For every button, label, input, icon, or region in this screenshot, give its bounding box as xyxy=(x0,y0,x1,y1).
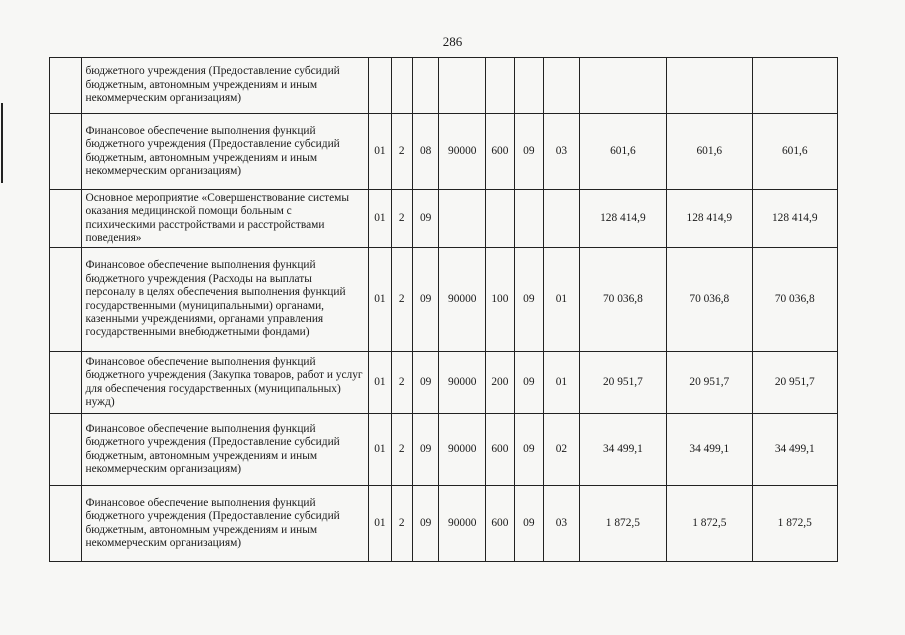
code-expense-type: 600 xyxy=(486,414,514,486)
amount-year-1: 70 036,8 xyxy=(579,248,666,352)
code-direction: 90000 xyxy=(439,352,486,414)
amount-year-3: 601,6 xyxy=(752,114,837,190)
amount-year-3: 20 951,7 xyxy=(752,352,837,414)
code-subsection xyxy=(544,58,580,114)
row-description: бюджетного учреждения (Предоставление субсидий бюджетным, автономным учреждениям и иным некоммерческим организациям) xyxy=(81,58,369,114)
table-row xyxy=(50,486,838,562)
code-expense-type: 200 xyxy=(486,352,514,414)
code-subsection: 03 xyxy=(544,114,580,190)
code-subprogram: 2 xyxy=(391,114,412,190)
amount-year-2: 70 036,8 xyxy=(667,248,752,352)
code-section: 09 xyxy=(514,414,543,486)
page-number: 286 xyxy=(442,34,463,49)
code-section: 09 xyxy=(514,248,543,352)
amount-year-3 xyxy=(752,58,837,114)
row-description: Основное мероприятие «Совершенствование системы оказания медицинской помощи больным с психическими расстройствами и расстройствами поведения» xyxy=(81,190,369,248)
table-row xyxy=(50,352,838,414)
amount-year-2: 601,6 xyxy=(667,114,752,190)
code-event: 09 xyxy=(412,414,438,486)
row-description: Финансовое обеспечение выполнения функций бюджетного учреждения (Закупка товаров, работ и услуг для обеспечения государственных (муниципальных) нужд) xyxy=(81,352,369,414)
code-event xyxy=(412,58,438,114)
amount-year-1: 20 951,7 xyxy=(579,352,666,414)
margin-mark xyxy=(1,103,3,183)
code-direction xyxy=(439,58,486,114)
code-subprogram: 2 xyxy=(391,486,412,562)
amount-year-3: 1 872,5 xyxy=(752,486,837,562)
row-blank-cell xyxy=(50,248,82,352)
code-event: 09 xyxy=(412,352,438,414)
code-program: 01 xyxy=(369,248,391,352)
code-event: 09 xyxy=(412,248,438,352)
code-subprogram xyxy=(391,58,412,114)
code-event: 08 xyxy=(412,114,438,190)
code-subprogram: 2 xyxy=(391,414,412,486)
amount-year-1: 34 499,1 xyxy=(579,414,666,486)
code-program: 01 xyxy=(369,352,391,414)
code-section xyxy=(514,190,543,248)
code-event: 09 xyxy=(412,486,438,562)
code-expense-type xyxy=(486,190,514,248)
row-description: Финансовое обеспечение выполнения функций бюджетного учреждения (Предоставление субсидий бюджетным, автономным учреждениям и иным некоммерческим организациям) xyxy=(81,486,369,562)
code-section: 09 xyxy=(514,486,543,562)
code-program: 01 xyxy=(369,486,391,562)
table-row xyxy=(50,248,838,352)
code-event: 09 xyxy=(412,190,438,248)
amount-year-2: 1 872,5 xyxy=(667,486,752,562)
budget-table xyxy=(49,57,838,562)
row-description: Финансовое обеспечение выполнения функций бюджетного учреждения (Предоставление субсидий бюджетным, автономным учреждениям и иным некоммерческим организациям) xyxy=(81,114,369,190)
code-direction: 90000 xyxy=(439,414,486,486)
code-direction: 90000 xyxy=(439,114,486,190)
amount-year-3: 34 499,1 xyxy=(752,414,837,486)
amount-year-2 xyxy=(667,58,752,114)
code-subsection: 03 xyxy=(544,486,580,562)
row-blank-cell xyxy=(50,190,82,248)
code-section xyxy=(514,58,543,114)
code-subsection: 01 xyxy=(544,352,580,414)
code-direction: 90000 xyxy=(439,486,486,562)
code-direction: 90000 xyxy=(439,248,486,352)
code-expense-type xyxy=(486,58,514,114)
amount-year-2: 34 499,1 xyxy=(667,414,752,486)
code-subsection xyxy=(544,190,580,248)
code-expense-type: 100 xyxy=(486,248,514,352)
code-expense-type: 600 xyxy=(486,486,514,562)
code-subprogram: 2 xyxy=(391,190,412,248)
code-expense-type: 600 xyxy=(486,114,514,190)
code-program: 01 xyxy=(369,414,391,486)
row-description: Финансовое обеспечение выполнения функций бюджетного учреждения (Расходы на выплаты персоналу в целях обеспечения выполнения функций государственными (муниципальными) органами, казенными учреждениями, органами управления государственными внебюджетными фондами) xyxy=(81,248,369,352)
amount-year-1: 128 414,9 xyxy=(579,190,666,248)
amount-year-2: 128 414,9 xyxy=(667,190,752,248)
table-row xyxy=(50,414,838,486)
table-row xyxy=(50,114,838,190)
code-subsection: 01 xyxy=(544,248,580,352)
amount-year-3: 128 414,9 xyxy=(752,190,837,248)
code-section: 09 xyxy=(514,352,543,414)
amount-year-3: 70 036,8 xyxy=(752,248,837,352)
row-description: Финансовое обеспечение выполнения функций бюджетного учреждения (Предоставление субсидий бюджетным, автономным учреждениям и иным некоммерческим организациям) xyxy=(81,414,369,486)
code-subprogram: 2 xyxy=(391,248,412,352)
row-blank-cell xyxy=(50,486,82,562)
amount-year-1: 601,6 xyxy=(579,114,666,190)
code-program xyxy=(369,58,391,114)
code-subprogram: 2 xyxy=(391,352,412,414)
amount-year-1 xyxy=(579,58,666,114)
code-direction xyxy=(439,190,486,248)
table-row xyxy=(50,58,838,114)
amount-year-1: 1 872,5 xyxy=(579,486,666,562)
amount-year-2: 20 951,7 xyxy=(667,352,752,414)
code-program: 01 xyxy=(369,114,391,190)
code-subsection: 02 xyxy=(544,414,580,486)
row-blank-cell xyxy=(50,58,82,114)
row-blank-cell xyxy=(50,352,82,414)
table-row xyxy=(50,190,838,248)
row-blank-cell xyxy=(50,114,82,190)
code-section: 09 xyxy=(514,114,543,190)
row-blank-cell xyxy=(50,414,82,486)
code-program: 01 xyxy=(369,190,391,248)
